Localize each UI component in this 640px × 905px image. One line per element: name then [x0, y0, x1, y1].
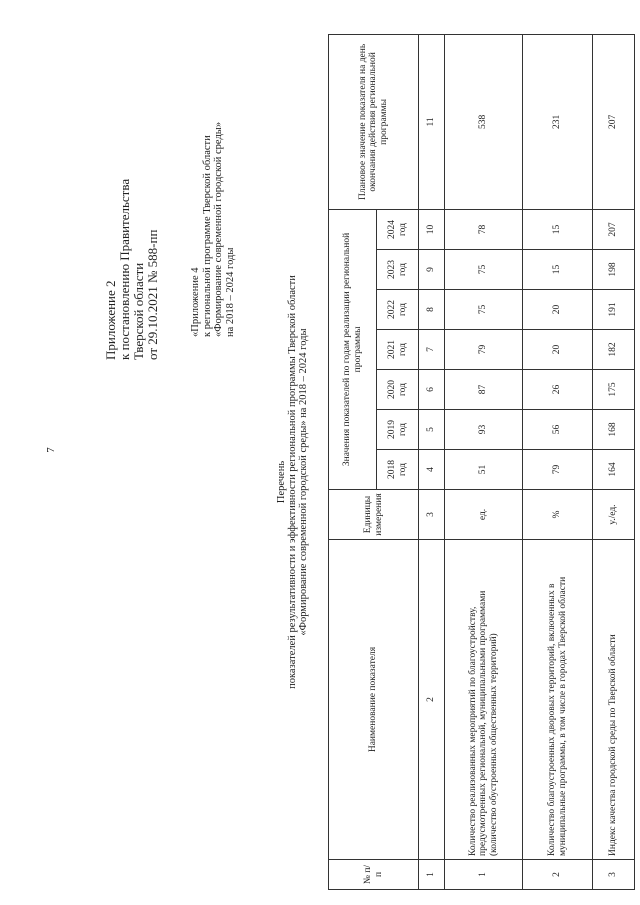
- header-num: № п/п: [329, 860, 419, 890]
- row-value: 168: [593, 410, 635, 450]
- header-year: 2024 год: [377, 209, 419, 249]
- row-value: 75: [445, 250, 523, 290]
- row-name: Количество благоустроенных дворовых территорий, включенных в муниципальные программы, в том числе в городах Тверской области: [523, 540, 593, 860]
- row-unit: ед.: [445, 490, 523, 540]
- column-number-row: [419, 34, 445, 889]
- row-value: 78: [445, 209, 523, 249]
- row-value: 75: [445, 290, 523, 330]
- title-line: показателей результативности и эффективности региональной программы Тверской области: [287, 275, 298, 689]
- row-value: 182: [593, 330, 635, 370]
- header-plan: Плановое значение показателя на день окончания действия региональной программы: [329, 34, 419, 209]
- row-unit: %: [523, 490, 593, 540]
- header-year: 2021 год: [377, 330, 419, 370]
- column-number: 1: [419, 860, 445, 890]
- row-value: 175: [593, 370, 635, 410]
- row-name: Количество реализованных мероприятий по благоустройству, предусмотренных региональной, муниципальными программами (количество обустроенных общественных территорий): [445, 540, 523, 860]
- annex-line: к постановлению Правительства: [117, 178, 132, 360]
- column-number: 11: [419, 34, 445, 209]
- row-value: 51: [445, 450, 523, 490]
- title-line: Перечень: [276, 460, 287, 504]
- document-title: [276, 202, 309, 762]
- sub-annex-line: «Приложение 4: [190, 267, 201, 337]
- annex-line: от 29.10.2021 № 588-пп: [145, 229, 160, 360]
- row-num: 1: [445, 860, 523, 890]
- header-year: 2020 год: [377, 370, 419, 410]
- column-number: 8: [419, 290, 445, 330]
- annex-line: Приложение 2: [103, 280, 118, 360]
- row-value: 79: [445, 330, 523, 370]
- page-number: 7: [45, 447, 57, 453]
- table-row: [523, 34, 593, 889]
- column-number: 7: [419, 330, 445, 370]
- table-row: [445, 34, 523, 889]
- row-plan: 231: [523, 34, 593, 209]
- sub-annex-line: к региональной программе Тверской области: [201, 135, 213, 337]
- header-name: Наименование показателя: [329, 540, 419, 860]
- row-plan: 538: [445, 34, 523, 209]
- row-value: 198: [593, 250, 635, 290]
- header-row: [329, 34, 377, 889]
- header-values-group: Значения показателей по годам реализации региональной программы: [329, 209, 377, 489]
- column-number: 2: [419, 540, 445, 860]
- row-value: 79: [523, 450, 593, 490]
- row-value: 87: [445, 370, 523, 410]
- row-value: 15: [523, 209, 593, 249]
- title-line: «Формирование современной городской среды» на 2018 – 2024 годы: [298, 328, 309, 636]
- row-value: 15: [523, 250, 593, 290]
- column-number: 10: [419, 209, 445, 249]
- annex-block: [104, 179, 160, 360]
- row-value: 93: [445, 410, 523, 450]
- row-unit: у./ед.: [593, 490, 635, 540]
- row-name: Индекс качества городской среды по Тверской области: [593, 540, 635, 860]
- header-year: 2019 год: [377, 410, 419, 450]
- sub-annex-line: «Формирование современной городской среды»: [213, 121, 224, 337]
- annex-line: Тверской области: [131, 262, 146, 360]
- row-value: 56: [523, 410, 593, 450]
- indicators-table-wrap: [328, 35, 634, 890]
- row-value: 164: [593, 450, 635, 490]
- header-year: 2022 год: [377, 290, 419, 330]
- row-value: 207: [593, 209, 635, 249]
- row-value: 26: [523, 370, 593, 410]
- column-number: 9: [419, 250, 445, 290]
- table-row: [593, 34, 635, 889]
- row-num: 3: [593, 860, 635, 890]
- sub-annex-block: [190, 122, 236, 337]
- sub-annex-line: на 2018 – 2024 годы: [224, 247, 236, 337]
- column-number: 4: [419, 450, 445, 490]
- row-num: 2: [523, 860, 593, 890]
- column-number: 3: [419, 490, 445, 540]
- header-unit: Единицы измерения: [329, 490, 419, 540]
- column-number: 6: [419, 370, 445, 410]
- header-year: 2018 год: [377, 450, 419, 490]
- row-plan: 207: [593, 34, 635, 209]
- header-year: 2023 год: [377, 250, 419, 290]
- column-number: 5: [419, 410, 445, 450]
- indicators-table: [328, 34, 635, 890]
- row-value: 191: [593, 290, 635, 330]
- row-value: 20: [523, 330, 593, 370]
- row-value: 20: [523, 290, 593, 330]
